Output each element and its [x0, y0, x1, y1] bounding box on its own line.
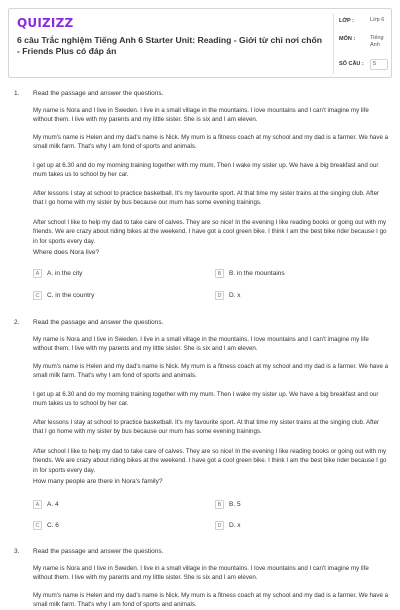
question-instruction: Read the passage and answer the questions.	[33, 90, 164, 97]
option-letter-box: A	[33, 269, 42, 278]
worksheet-header	[8, 8, 392, 78]
option-text: B. 5	[229, 501, 241, 508]
class-value: Lớp 6	[370, 17, 385, 23]
passage-paragraph: After school I like to help my dad to take care of calves. They are so nice! In the evening I like reading books or going out with my friends. We are crazy about riding bikes at the weekend. I have got a cool green bike. I think I am the best bike rider because I go in for sports every day.	[33, 448, 387, 474]
question-instruction: Read the passage and answer the questions.	[33, 319, 164, 326]
option-letter-box: D	[215, 291, 224, 300]
passage-paragraph: My mum's name is Helen and my dad's name is Nick. My mum is a fitness coach at my school and my dad is a farmer. We have a small milk farm. That's why I am fond of sports and animals.	[33, 134, 389, 151]
answer-option-d[interactable]	[215, 290, 241, 301]
option-letter-box: D	[215, 521, 224, 530]
passage-paragraph: I get up at 6.30 and do my morning training together with my mum. Then I wake my sister up. We have a big breakfast and our mum takes us to school by her car.	[33, 162, 379, 179]
answer-option-b[interactable]	[215, 268, 285, 279]
option-letter-box: B	[215, 500, 224, 509]
passage-paragraph: After lessons I stay at school to practice basketball. It's my favourite sport. At that time my sister trains at the singing club. After that I go home with my sister by bus because our mum has some evening trainings.	[33, 190, 380, 207]
subject-value: Tiếng Anh	[370, 35, 384, 48]
answer-option-c[interactable]	[33, 520, 59, 531]
option-letter-box: B	[215, 269, 224, 278]
page-title: 6 câu Trắc nghiệm Tiếng Anh 6 Starter Unit: Reading - Giới từ chỉ nơi chốn - Friends Plus có đáp án	[17, 35, 322, 56]
answer-option-a[interactable]	[33, 268, 82, 279]
answer-option-d[interactable]	[215, 520, 241, 531]
option-letter-box: C	[33, 291, 42, 300]
option-text: C. in the country	[47, 292, 95, 299]
subject-label: MÔN :	[339, 36, 356, 42]
question-prompt: Where does Nora live?	[33, 249, 100, 256]
option-letter-box: C	[33, 521, 42, 530]
passage-paragraph: My name is Nora and I live in Sweden. I live in a small village in the mountains. I love mountains and I can't imagine my life without them. I live with my parents and my little sister. She is six and I am eleven.	[33, 565, 369, 582]
question-instruction: Read the passage and answer the questions.	[33, 548, 164, 555]
answer-option-b[interactable]	[215, 499, 241, 510]
count-value: 5	[370, 59, 388, 70]
passage-paragraph: After lessons I stay at school to practice basketball. It's my favourite sport. At that time my sister trains at the singing club. After that I go home with my sister by bus because our mum has some evening trainings.	[33, 419, 380, 436]
option-text: D. x	[229, 292, 241, 299]
question-number: 1.	[14, 90, 20, 97]
passage-paragraph: My mum's name is Helen and my dad's name is Nick. My mum is a fitness coach at my school and my dad is a farmer. We have a small milk farm. That's why I am fond of sports and animals.	[33, 363, 389, 380]
passage-paragraph: After school I like to help my dad to take care of calves. They are so nice! In the evening I like reading books or going out with my friends. We are crazy about riding bikes at the weekend. I have got a cool green bike. I think I am the best bike rider because I go in for sports every day.	[33, 219, 387, 245]
question-number: 3.	[14, 548, 20, 555]
passage-paragraph: I get up at 6.30 and do my morning training together with my mum. Then I wake my sister up. We have a big breakfast and our mum takes us to school by her car.	[33, 391, 379, 408]
passage-paragraph: My name is Nora and I live in Sweden. I live in a small village in the mountains. I love mountains and I can't imagine my life without them. I live with my parents and my little sister. She is six and I am eleven.	[33, 336, 369, 353]
option-text: D. x	[229, 522, 241, 529]
class-label: LỚP :	[339, 18, 354, 24]
passage-paragraph: My mum's name is Helen and my dad's name is Nick. My mum is a fitness coach at my school and my dad is a farmer. We have a small milk farm. That's why I am fond of sports and animals.	[33, 592, 389, 609]
option-text: B. in the mountains	[229, 270, 285, 277]
option-text: A. in the city	[47, 270, 83, 277]
count-label: SỐ CÂU :	[339, 61, 364, 67]
header-divider	[333, 14, 334, 74]
quizizz-logo: QUIZIZZ	[17, 16, 74, 30]
question-prompt: How many people are there in Nora's family?	[33, 478, 163, 485]
option-text: C. 6	[47, 522, 59, 529]
option-letter-box: A	[33, 500, 42, 509]
answer-option-c[interactable]	[33, 290, 94, 301]
option-text: A. 4	[47, 501, 59, 508]
question-number: 2.	[14, 319, 20, 326]
answer-option-a[interactable]	[33, 499, 59, 510]
passage-paragraph: My name is Nora and I live in Sweden. I live in a small village in the mountains. I love mountains and I can't imagine my life without them. I live with my parents and my little sister. She is six and I am eleven.	[33, 107, 369, 124]
